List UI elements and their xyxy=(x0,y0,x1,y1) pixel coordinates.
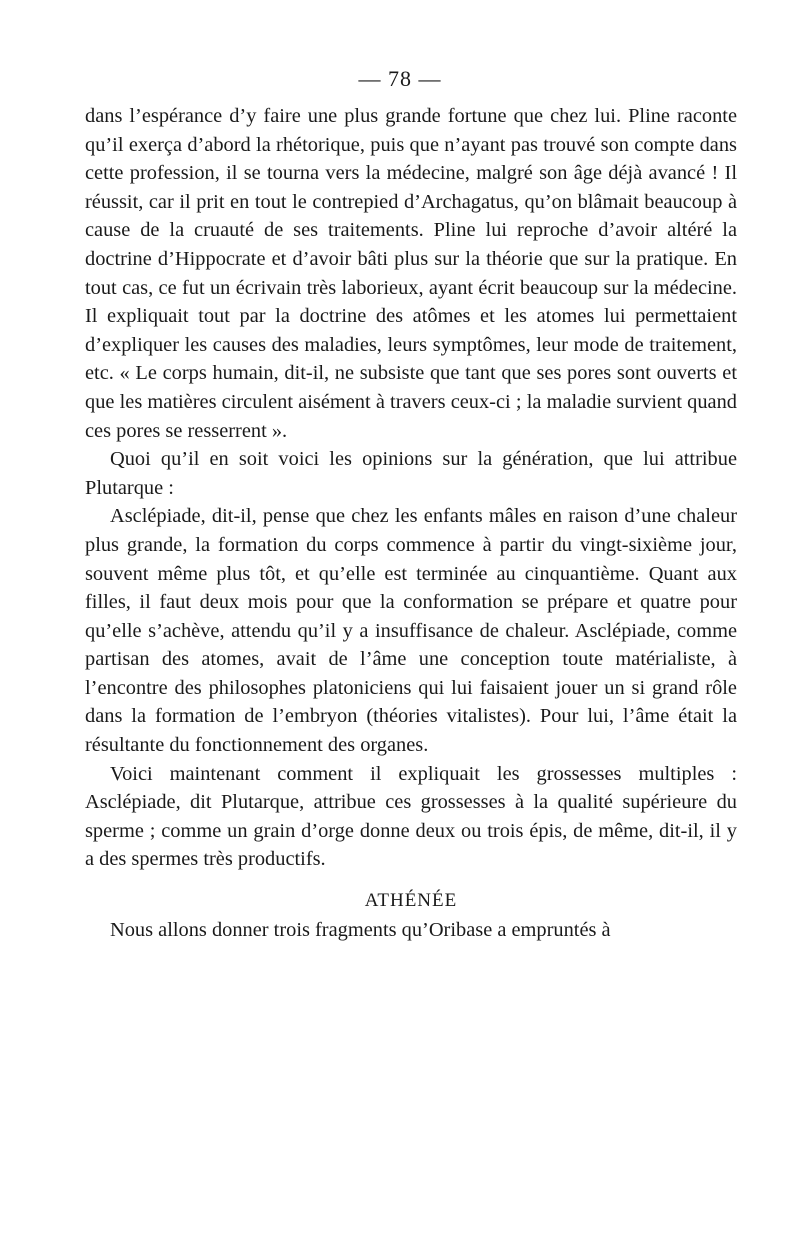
paragraph-1: dans l’espérance d’y faire une plus grande fortune que chez lui. Pline raconte qu’il exerça d’abord la rhétorique, puis que n’ayant pas trouvé son compte dans cette profession, il se tourna vers la médecine, malgré son âge déjà avancé ! Il réussit, car il prit en tout le contrepied d’Archagatus, qu’on blâmait beaucoup à cause de la cruauté de ses traitements. Pline lui reproche d’avoir altéré la doctrine d’Hippocrate et d’avoir bâti plus sur la théorie que sur la pratique. En tout cas, ce fut un écrivain très laborieux, ayant écrit beaucoup sur la médecine. Il expliquait tout par la doctrine des atômes et les atomes lui permettaient d’expliquer les causes des maladies, leurs symptômes, leur mode de traitement, etc. « Le corps humain, dit-il, ne subsiste que tant que ses pores sont ouverts et que les matières circulent aisément à travers ceux-ci ; la maladie survient quand ces pores se resserrent ». xyxy=(85,105,737,442)
page-number: — 78 — xyxy=(358,66,442,91)
section-heading: ATHÉNÉE xyxy=(364,890,458,912)
paragraph-3: Asclépiade, dit-il, pense que chez les enfants mâles en raison d’une chaleur plus grande, la formation du corps commence à partir du vingt-sixième jour, souvent même plus tôt, et qu’elle est terminée au cinquantième. Quant aux filles, il faut deux mois pour que la conformation se prépare et quatre pour qu’elle s’achève, attendu qu’il y a insuffisance de chaleur. Asclépiade, comme partisan des atomes, avait de l’âme une conception toute matérialiste, à l’encontre des philosophes platoniciens qui lui faisaient jouer un si grand rôle dans la formation de l’embryon (théories vitalistes). Pour lui, l’âme était la résultante du fonctionnement des organes. xyxy=(85,505,737,757)
body-text xyxy=(85,102,737,945)
closing-paragraph: Nous allons donner trois fragments qu’Oribase a empruntés à xyxy=(110,919,611,942)
paragraph-2: Quoi qu’il en soit voici les opinions sur la génération, que lui attribue Plutarque : xyxy=(85,448,737,499)
paragraph-4: Voici maintenant comment il expliquait les grossesses multiples : Asclépiade, dit Plutarque, attribue ces grossesses à la qualité supérieure du sperme ; comme un grain d’orge donne deux ou trois épis, de même, dit-il, il y a des spermes très productifs. xyxy=(85,762,737,871)
